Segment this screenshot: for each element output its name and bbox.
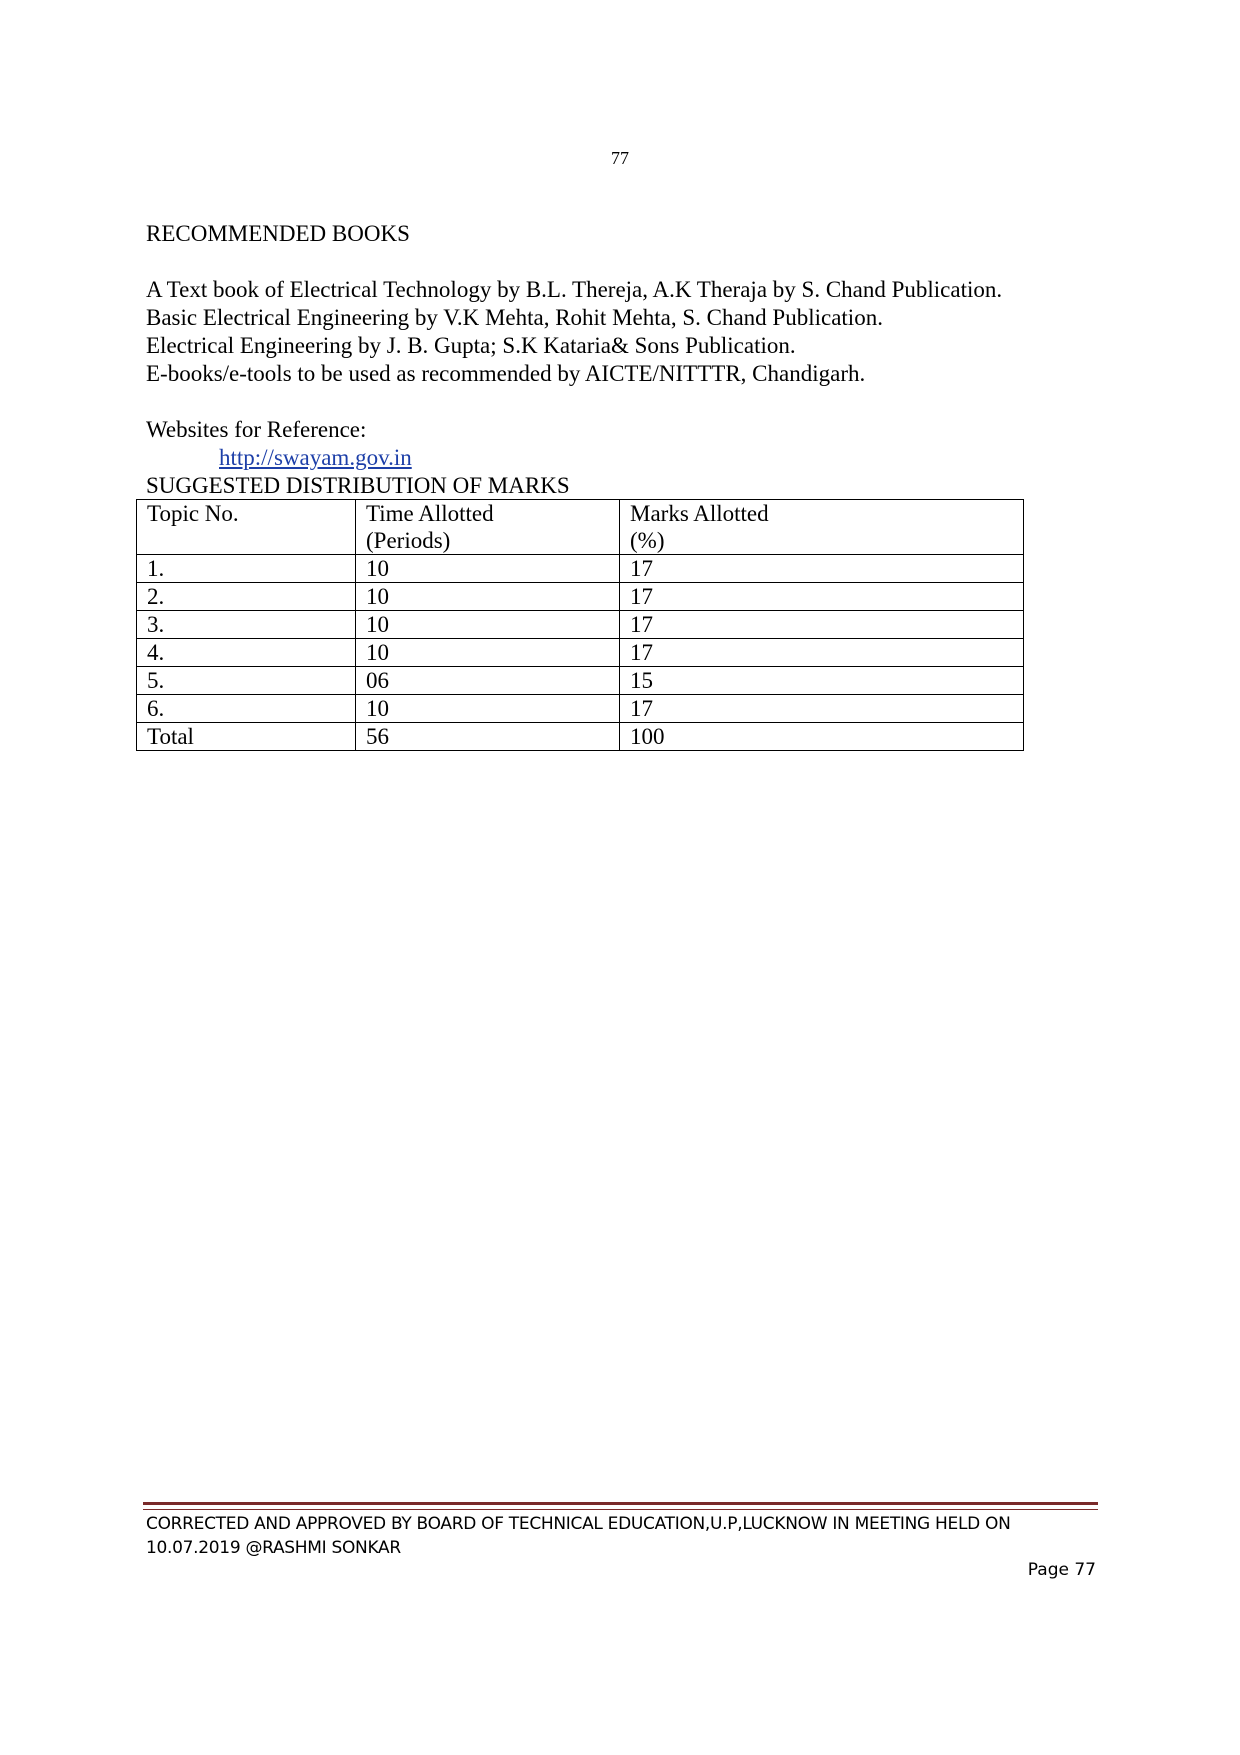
cell-marks: 100 [620, 723, 1024, 751]
book-item: A Text book of Electrical Technology by B.L. Thereja, A.K Theraja by S. Chand Publication. [146, 277, 1003, 302]
cell-marks: 17 [620, 555, 1024, 583]
header-topic: Topic No. [137, 500, 356, 555]
marks-table-title: SUGGESTED DISTRIBUTION OF MARKS [146, 473, 570, 498]
cell-topic: 1. [137, 555, 356, 583]
header-time: Time Allotted (Periods) [356, 500, 620, 555]
table-row [137, 695, 1024, 723]
cell-topic: 2. [137, 583, 356, 611]
footer-divider [143, 1502, 1098, 1510]
header-marks: Marks Allotted (%) [620, 500, 1024, 555]
website-line [146, 444, 1106, 472]
page-number-top: 77 [611, 148, 629, 168]
cell-time: 10 [356, 695, 620, 723]
cell-time: 10 [356, 639, 620, 667]
book-item: Basic Electrical Engineering by V.K Mehta, Rohit Mehta, S. Chand Publication. [146, 305, 883, 330]
table-total-row [137, 723, 1024, 751]
cell-time: 10 [356, 583, 620, 611]
table-row [137, 611, 1024, 639]
cell-time: 56 [356, 723, 620, 751]
table-row [137, 583, 1024, 611]
document-body [146, 220, 1106, 500]
cell-time: 10 [356, 555, 620, 583]
cell-topic: 3. [137, 611, 356, 639]
cell-marks: 17 [620, 583, 1024, 611]
cell-topic: 4. [137, 639, 356, 667]
marks-distribution-table [136, 499, 1024, 751]
recommended-books-heading: RECOMMENDED BOOKS [146, 221, 410, 246]
cell-topic: Total [137, 723, 356, 751]
cell-time: 10 [356, 611, 620, 639]
footer-approval-note [146, 1512, 1106, 1560]
table-row [137, 555, 1024, 583]
table-header-row [137, 500, 1024, 555]
footer-line-1: CORRECTED AND APPROVED BY BOARD OF TECHNICAL EDUCATION,U.P,LUCKNOW IN MEETING HELD ON [146, 1514, 1011, 1534]
cell-time: 06 [356, 667, 620, 695]
book-item: E-books/e-tools to be used as recommended by AICTE/NITTTR, Chandigarh. [146, 361, 866, 386]
book-list [146, 276, 1106, 388]
table-row [137, 639, 1024, 667]
cell-topic: 5. [137, 667, 356, 695]
cell-marks: 17 [620, 611, 1024, 639]
book-item: Electrical Engineering by J. B. Gupta; S.K Kataria& Sons Publication. [146, 333, 796, 358]
footer-line-2: 10.07.2019 @RASHMI SONKAR [146, 1538, 401, 1558]
cell-marks: 15 [620, 667, 1024, 695]
footer-page-number: Page 77 [1027, 1560, 1096, 1580]
cell-marks: 17 [620, 695, 1024, 723]
cell-marks: 17 [620, 639, 1024, 667]
table-row [137, 667, 1024, 695]
websites-label: Websites for Reference: [146, 417, 367, 442]
swayam-link[interactable]: http://swayam.gov.in [219, 445, 412, 470]
cell-topic: 6. [137, 695, 356, 723]
